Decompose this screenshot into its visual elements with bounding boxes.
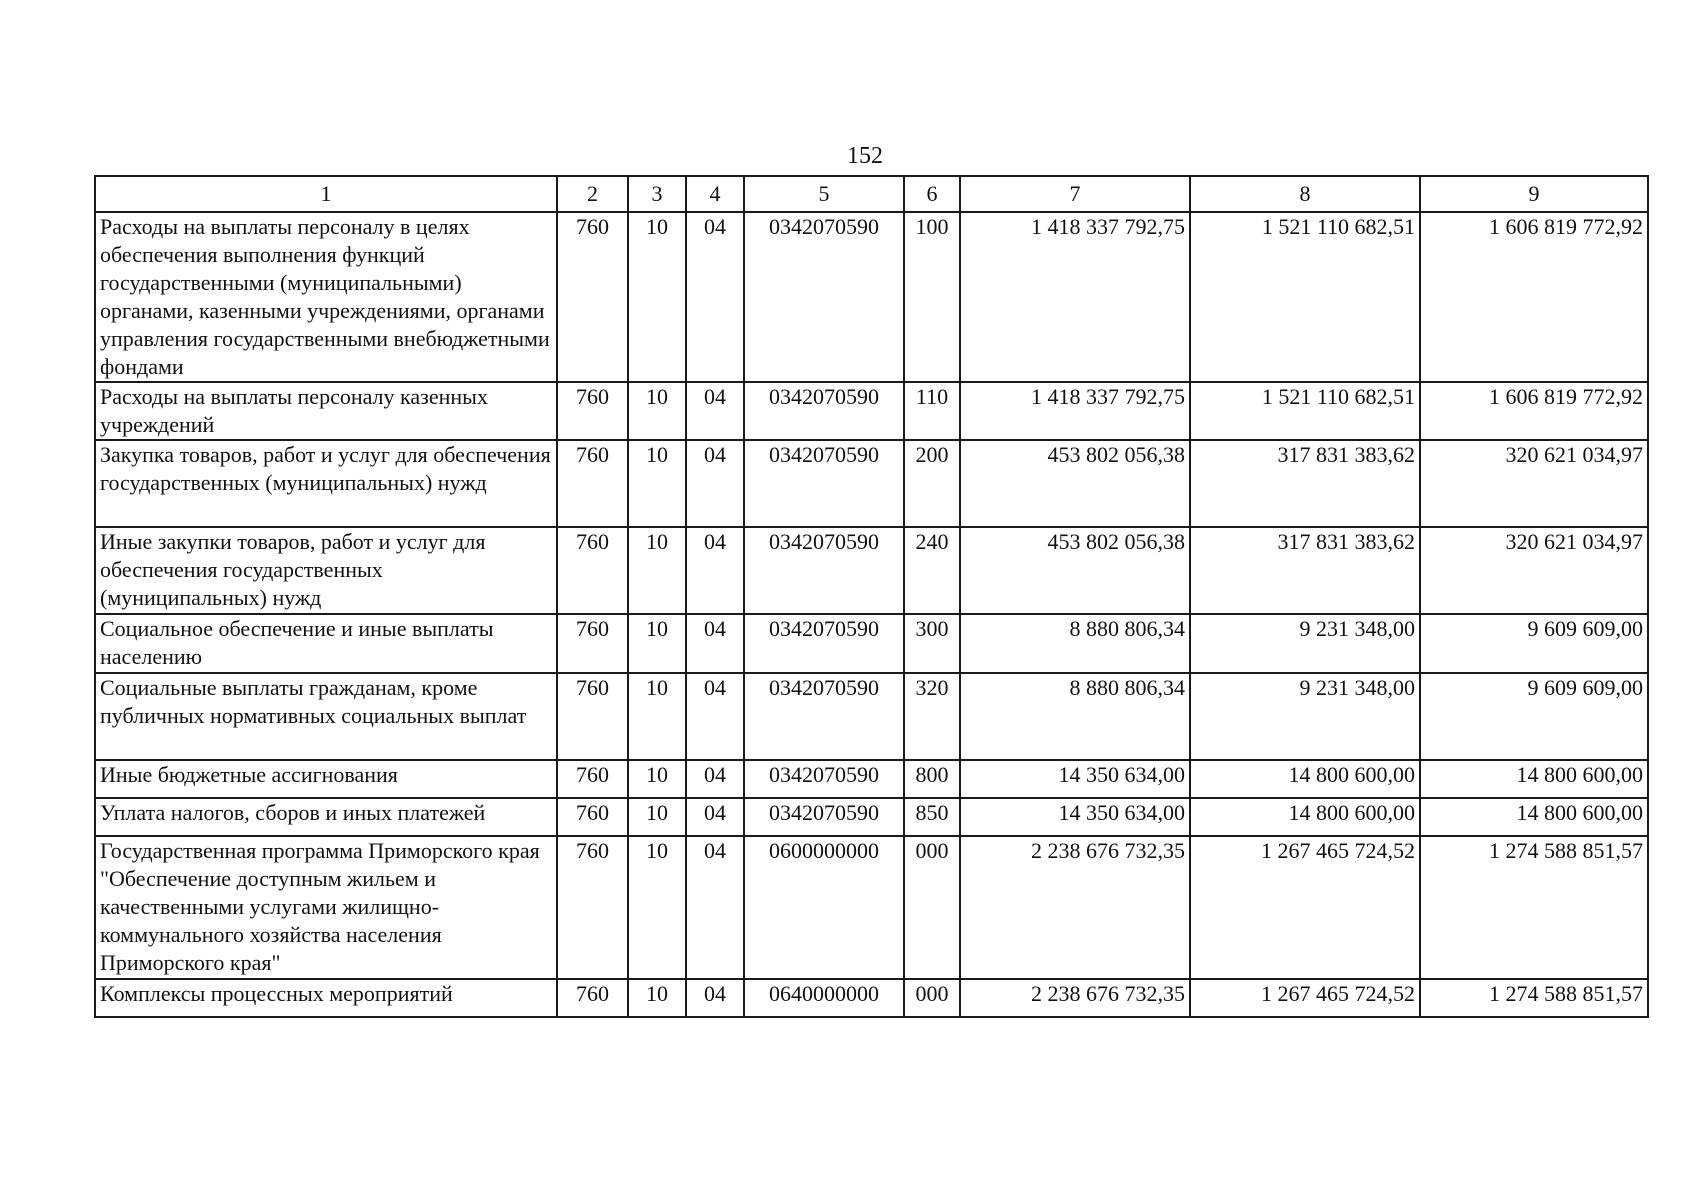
column-header-9: 9 — [1420, 176, 1648, 212]
cell-ministry-code: 760 — [557, 212, 628, 382]
cell-section: 10 — [628, 760, 686, 798]
cell-amount-col8: 1 521 110 682,51 — [1190, 212, 1420, 382]
column-header-2: 2 — [557, 176, 628, 212]
table-row — [95, 836, 1648, 979]
cell-amount-col7: 14 350 634,00 — [960, 760, 1190, 798]
cell-subsection: 04 — [686, 836, 744, 979]
row-name: Государственная программа Приморского края "Обеспечение доступным жильем и качественными услугами жилищно-коммунального хозяйства населения Приморского края" — [95, 836, 557, 979]
cell-target-article: 0600000000 — [744, 836, 904, 979]
cell-expense-type: 240 — [904, 527, 960, 614]
cell-ministry-code: 760 — [557, 836, 628, 979]
row-name: Социальное обеспечение и иные выплаты населению — [95, 614, 557, 673]
cell-amount-col7: 453 802 056,38 — [960, 440, 1190, 527]
column-header-3: 3 — [628, 176, 686, 212]
cell-amount-col7: 8 880 806,34 — [960, 614, 1190, 673]
cell-amount-col8: 14 800 600,00 — [1190, 798, 1420, 836]
cell-target-article: 0342070590 — [744, 212, 904, 382]
cell-amount-col8: 1 267 465 724,52 — [1190, 836, 1420, 979]
column-header-4: 4 — [686, 176, 744, 212]
cell-target-article: 0342070590 — [744, 673, 904, 760]
cell-subsection: 04 — [686, 979, 744, 1017]
table-row — [95, 212, 1648, 382]
cell-expense-type: 110 — [904, 382, 960, 440]
cell-amount-col7: 2 238 676 732,35 — [960, 836, 1190, 979]
cell-subsection: 04 — [686, 673, 744, 760]
cell-ministry-code: 760 — [557, 527, 628, 614]
cell-amount-col9: 1 606 819 772,92 — [1420, 212, 1648, 382]
cell-amount-col7: 453 802 056,38 — [960, 527, 1190, 614]
cell-expense-type: 320 — [904, 673, 960, 760]
cell-subsection: 04 — [686, 614, 744, 673]
cell-amount-col9: 14 800 600,00 — [1420, 760, 1648, 798]
cell-amount-col9: 320 621 034,97 — [1420, 440, 1648, 527]
table-body — [95, 212, 1648, 1017]
row-name: Расходы на выплаты персоналу в целях обеспечения выполнения функций государственными (муниципальными) органами, казенными учреждениями, органами управления государственными внебюджетными фондами — [95, 212, 557, 382]
cell-amount-col8: 9 231 348,00 — [1190, 673, 1420, 760]
header-row — [95, 176, 1648, 212]
cell-subsection: 04 — [686, 798, 744, 836]
table-header — [95, 176, 1648, 212]
cell-amount-col8: 317 831 383,62 — [1190, 527, 1420, 614]
row-name: Социальные выплаты гражданам, кроме публичных нормативных социальных выплат — [95, 673, 557, 760]
row-name: Иные закупки товаров, работ и услуг для обеспечения государственных (муниципальных) нужд — [95, 527, 557, 614]
cell-target-article: 0342070590 — [744, 440, 904, 527]
cell-amount-col8: 9 231 348,00 — [1190, 614, 1420, 673]
cell-amount-col7: 2 238 676 732,35 — [960, 979, 1190, 1017]
table-row — [95, 614, 1648, 673]
column-header-8: 8 — [1190, 176, 1420, 212]
cell-amount-col7: 8 880 806,34 — [960, 673, 1190, 760]
column-header-6: 6 — [904, 176, 960, 212]
column-header-1: 1 — [95, 176, 557, 212]
cell-subsection: 04 — [686, 440, 744, 527]
table-row — [95, 760, 1648, 798]
cell-ministry-code: 760 — [557, 440, 628, 527]
cell-amount-col9: 9 609 609,00 — [1420, 673, 1648, 760]
cell-ministry-code: 760 — [557, 382, 628, 440]
table-row — [95, 440, 1648, 527]
cell-amount-col9: 9 609 609,00 — [1420, 614, 1648, 673]
column-header-7: 7 — [960, 176, 1190, 212]
cell-subsection: 04 — [686, 760, 744, 798]
row-name: Расходы на выплаты персоналу казенных учреждений — [95, 382, 557, 440]
cell-section: 10 — [628, 979, 686, 1017]
cell-ministry-code: 760 — [557, 673, 628, 760]
cell-subsection: 04 — [686, 527, 744, 614]
cell-expense-type: 100 — [904, 212, 960, 382]
cell-target-article: 0342070590 — [744, 527, 904, 614]
cell-amount-col9: 14 800 600,00 — [1420, 798, 1648, 836]
cell-amount-col7: 1 418 337 792,75 — [960, 382, 1190, 440]
cell-subsection: 04 — [686, 212, 744, 382]
cell-ministry-code: 760 — [557, 798, 628, 836]
cell-expense-type: 200 — [904, 440, 960, 527]
row-name: Комплексы процессных мероприятий — [95, 979, 557, 1017]
table-row — [95, 527, 1648, 614]
cell-target-article: 0640000000 — [744, 979, 904, 1017]
cell-subsection: 04 — [686, 382, 744, 440]
cell-expense-type: 000 — [904, 979, 960, 1017]
cell-expense-type: 000 — [904, 836, 960, 979]
cell-expense-type: 850 — [904, 798, 960, 836]
cell-section: 10 — [628, 798, 686, 836]
row-name: Иные бюджетные ассигнования — [95, 760, 557, 798]
cell-target-article: 0342070590 — [744, 614, 904, 673]
row-name: Закупка товаров, работ и услуг для обеспечения государственных (муниципальных) нужд — [95, 440, 557, 527]
cell-section: 10 — [628, 836, 686, 979]
cell-amount-col8: 1 521 110 682,51 — [1190, 382, 1420, 440]
cell-section: 10 — [628, 673, 686, 760]
column-header-5: 5 — [744, 176, 904, 212]
cell-amount-col9: 1 274 588 851,57 — [1420, 836, 1648, 979]
table-row — [95, 979, 1648, 1017]
cell-amount-col9: 1 274 588 851,57 — [1420, 979, 1648, 1017]
cell-section: 10 — [628, 440, 686, 527]
cell-amount-col9: 320 621 034,97 — [1420, 527, 1648, 614]
cell-target-article: 0342070590 — [744, 798, 904, 836]
table-row — [95, 382, 1648, 440]
cell-ministry-code: 760 — [557, 614, 628, 673]
cell-expense-type: 300 — [904, 614, 960, 673]
cell-amount-col8: 14 800 600,00 — [1190, 760, 1420, 798]
cell-ministry-code: 760 — [557, 760, 628, 798]
cell-amount-col9: 1 606 819 772,92 — [1420, 382, 1648, 440]
cell-expense-type: 800 — [904, 760, 960, 798]
cell-target-article: 0342070590 — [744, 382, 904, 440]
cell-target-article: 0342070590 — [744, 760, 904, 798]
budget-table — [94, 175, 1649, 1018]
cell-amount-col8: 317 831 383,62 — [1190, 440, 1420, 527]
cell-section: 10 — [628, 614, 686, 673]
cell-amount-col8: 1 267 465 724,52 — [1190, 979, 1420, 1017]
cell-section: 10 — [628, 382, 686, 440]
table-row — [95, 673, 1648, 760]
row-name: Уплата налогов, сборов и иных платежей — [95, 798, 557, 836]
cell-ministry-code: 760 — [557, 979, 628, 1017]
cell-amount-col7: 1 418 337 792,75 — [960, 212, 1190, 382]
cell-section: 10 — [628, 212, 686, 382]
table-row — [95, 798, 1648, 836]
cell-amount-col7: 14 350 634,00 — [960, 798, 1190, 836]
page-number: 152 — [847, 143, 883, 169]
cell-section: 10 — [628, 527, 686, 614]
